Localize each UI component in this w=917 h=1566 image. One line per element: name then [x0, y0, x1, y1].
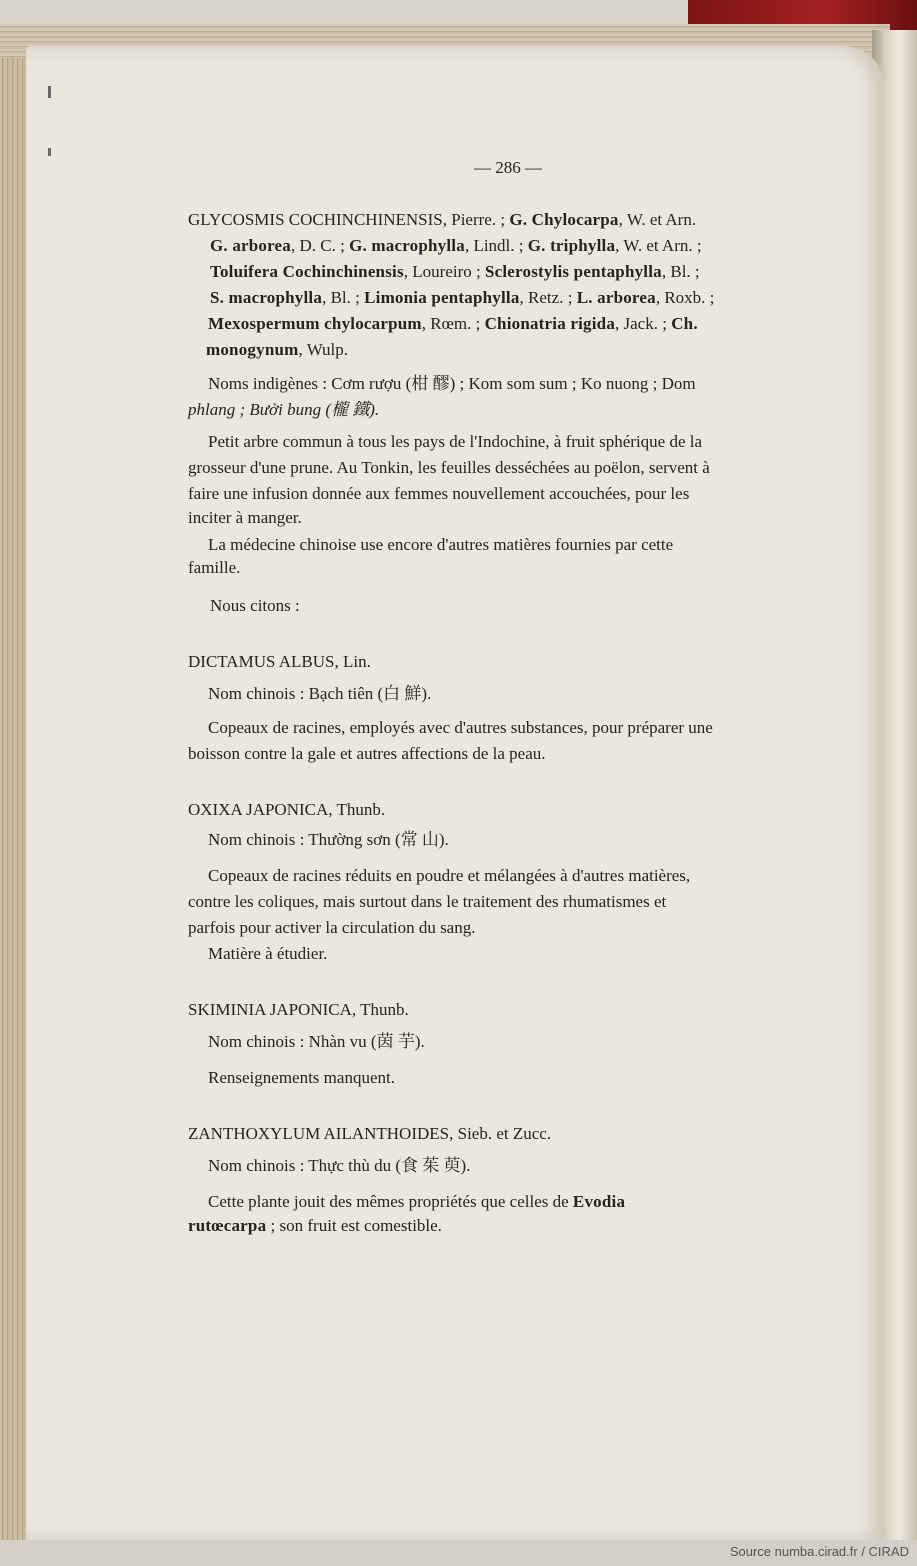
entry-title: SKIMINIA JAPONICA, Thunb. [188, 1000, 409, 1019]
spine-mark [48, 86, 51, 98]
noms-indigenes-cont: phlang ; Bưởi bung (櫳 鐵). [188, 400, 380, 419]
paragraph-line: contre les coliques, mais surtout dans le traitement des rhumatismes et [188, 892, 667, 911]
page-number: — 286 — [474, 158, 542, 177]
paragraph-line: grosseur d'une prune. Au Tonkin, les feuilles desséchées au poëlon, servent à [188, 458, 710, 477]
paragraph-line: faire une infusion donnée aux femmes nouvellement accouchées, pour les [188, 484, 690, 503]
entry-line: GLYCOSMIS COCHINCHINENSIS, Pierre. ; G. Chylocarpa, W. et Arn. [188, 210, 697, 229]
paragraph-line: Nous citons : [210, 596, 300, 615]
entry-title: DICTAMUS ALBUS, Lin. [188, 652, 371, 671]
nom-chinois: Nom chinois : Thường sơn (常 山). [208, 830, 449, 849]
paragraph-line: Renseignements manquent. [208, 1068, 395, 1087]
entry-line: S. macrophylla, Bl. ; Limonia pentaphylla, Retz. ; L. arborea, Roxb. ; [210, 288, 715, 307]
paragraph-line: rutœcarpa ; son fruit est comestible. [188, 1216, 442, 1235]
paragraph-line: La médecine chinoise use encore d'autres matières fournies par cette [208, 535, 674, 554]
nom-chinois: Nom chinois : Nhàn vu (茵 芋). [208, 1032, 425, 1051]
entry-title: OXIXA JAPONICA, Thunb. [188, 800, 386, 819]
paragraph-line: famille. [188, 558, 241, 577]
source-credit: Source numba.cirad.fr / CIRAD [729, 1544, 909, 1559]
paragraph-line: parfois pour activer la circulation du sang. [188, 918, 476, 937]
entry-line: monogynum, Wulp. [206, 340, 349, 359]
paragraph-line: Matière à étudier. [208, 944, 328, 963]
paragraph-line: Cette plante jouit des mêmes propriétés que celles de Evodia [208, 1192, 626, 1211]
paragraph-line: Copeaux de racines, employés avec d'autres substances, pour préparer une [208, 718, 713, 737]
paragraph-line: Copeaux de racines réduits en poudre et mélangées à d'autres matières, [208, 866, 691, 885]
entry-title: ZANTHOXYLUM AILANTHOIDES, Sieb. et Zucc. [188, 1124, 552, 1143]
noms-indigenes: Noms indigènes : Cơm rượu (柑 醪) ; Kom som sum ; Ko nuong ; Dom [208, 374, 696, 393]
entry-line: G. arborea, D. C. ; G. macrophylla, Lindl. ; G. triphylla, W. et Arn. ; [210, 236, 702, 255]
paragraph-line: Petit arbre commun à tous les pays de l'Indochine, à fruit sphérique de la [208, 432, 703, 451]
paragraph-line: inciter à manger. [188, 508, 302, 527]
paragraph-line: boisson contre la gale et autres affections de la peau. [188, 744, 546, 763]
nom-chinois: Nom chinois : Bạch tiên (白 鮮). [208, 684, 432, 703]
nom-chinois: Nom chinois : Thực thù du (食 茱 萸). [208, 1156, 471, 1175]
entry-line: Toluifera Cochinchinensis, Loureiro ; Sclerostylis pentaphylla, Bl. ; [210, 262, 700, 281]
spine-mark [48, 148, 51, 156]
entry-line: Mexospermum chylocarpum, Rœm. ; Chionatria rigida, Jack. ; Ch. [208, 314, 698, 333]
